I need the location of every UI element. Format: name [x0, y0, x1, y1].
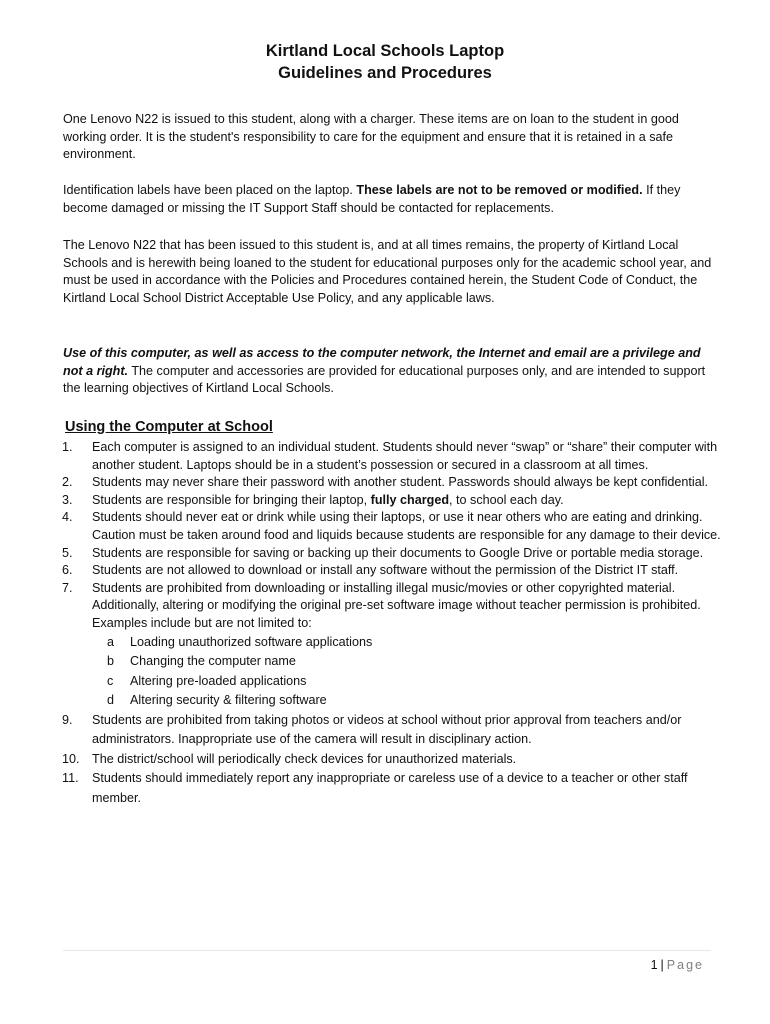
page-label: Page	[666, 958, 704, 972]
sub-list-letter: a	[107, 634, 115, 649]
list-item-text: The district/school will periodically check devices for unauthorized materials.	[92, 751, 517, 766]
sub-list-item	[62, 633, 722, 653]
list-item	[62, 439, 722, 474]
labels-text-after: If they become damaged or missing the IT Support Staff should be contacted for replacements.	[63, 183, 681, 215]
footer-separator: |	[660, 958, 664, 972]
list-item-text: Students are not allowed to download or install any software without the permission of the District IT staff.	[92, 563, 679, 578]
labels-bold-text: These labels are not to be removed or modified.	[356, 183, 643, 197]
list-item	[62, 769, 722, 808]
sub-list-item	[62, 691, 722, 711]
sub-list-letter: c	[107, 673, 114, 688]
list-item	[62, 580, 722, 633]
list-item-text: Students are prohibited from downloading or installing illegal music/movies or other copyrighted material. Additionally, altering or modifying the original pre-set software image without teacher permission is prohibited. Examples include but are not limited to:	[92, 580, 701, 630]
list-item-text-after: , to school each day.	[449, 492, 564, 507]
privilege-paragraph	[63, 345, 713, 398]
list-item	[62, 562, 722, 580]
document-title	[0, 40, 770, 84]
loan-paragraph: One Lenovo N22 is issued to this student, along with a charger. These items are on loan to the student in good working order. It is the student's responsibility to care for the equipment and ensure that it is retained in a safe environment.	[63, 112, 679, 162]
list-item-text: Students are prohibited from taking photos or videos at school without prior approval from teachers and/or administrators. Inappropriate use of the camera will result in disciplinary action.	[92, 712, 682, 747]
list-item-number: 4.	[62, 510, 73, 525]
sub-list-text: Altering pre-loaded applications	[130, 673, 307, 688]
footer-divider	[63, 950, 711, 951]
list-item-number: 3.	[62, 492, 73, 507]
title-line-1: Kirtland Local Schools Laptop	[265, 42, 505, 60]
list-item-number: 1.	[62, 440, 73, 454]
privilege-text-after: The computer and accessories are provided for educational purposes only, and are intended to support the learning objectives of Kirtland Local Schools.	[63, 363, 706, 396]
list-item-text: Students should immediately report any inappropriate or careless use of a device to a teacher or other staff member.	[92, 771, 688, 805]
list-item-number: 11.	[62, 771, 79, 786]
property-paragraph: The Lenovo N22 that has been issued to this student is, and at all times remains, the property of Kirtland Local Schools and is herewith being loaned to the student for educational purposes only for the academic school year, and must be used in accordance with the Policies and Procedures contained herein, the Student Code of Conduct, the Kirtland Local School District Acceptable Use Policy, and any applicable laws.	[63, 238, 712, 305]
list-item	[62, 711, 722, 750]
list-item	[62, 492, 722, 510]
sub-list-text: Loading unauthorized software applications	[130, 634, 373, 649]
sub-list-text: Altering security & filtering software	[130, 693, 327, 708]
list-item-number: 5.	[62, 545, 73, 560]
list-item-text: Each computer is assigned to an individual student. Students should never “swap” or “share” their computer with another student. Laptops should be in a student’s possession or secured in a classroom at all times.	[92, 440, 718, 472]
title-line-2: Guidelines and Procedures	[278, 64, 492, 82]
privilege-bold-italic: Use of this computer, as well as access to the computer network, the Internet and email are a privilege and not a right.	[63, 346, 701, 378]
sub-list-letter: b	[107, 654, 115, 669]
section-heading: Using the Computer at School	[65, 419, 273, 435]
list-item	[62, 474, 722, 492]
list-item-text: Students should never eat or drink while using their laptops, or use it near others who are eating and drinking. Caution must be taken around food and liquids because students are responsible for any damage to their device.	[92, 510, 721, 542]
rules-list	[62, 439, 722, 808]
list-item-number: 9.	[62, 712, 73, 727]
list-item-number: 6.	[62, 563, 73, 578]
page-number: 1	[650, 958, 658, 972]
list-item-number: 10.	[62, 751, 80, 766]
list-item-bold: fully charged	[370, 492, 450, 507]
list-item	[62, 750, 722, 770]
list-item-number: 7.	[62, 580, 73, 595]
labels-paragraph	[63, 182, 713, 217]
sub-list-letter: d	[107, 693, 115, 708]
list-item-text: Students may never share their password with another student. Passwords should always be kept confidential.	[92, 475, 709, 490]
labels-text-before: Identification labels have been placed on the laptop.	[63, 183, 357, 197]
list-item-text-before: Students are responsible for bringing their laptop,	[92, 492, 371, 507]
sub-list-item	[62, 652, 722, 672]
sub-list-item	[62, 672, 722, 692]
list-item	[62, 509, 722, 544]
page-footer	[651, 956, 704, 974]
list-item-text: Students are responsible for saving or backing up their documents to Google Drive or portable media storage.	[92, 545, 704, 560]
sub-list-text: Changing the computer name	[130, 654, 296, 669]
list-item-number: 2.	[62, 475, 73, 490]
list-item	[62, 545, 722, 563]
